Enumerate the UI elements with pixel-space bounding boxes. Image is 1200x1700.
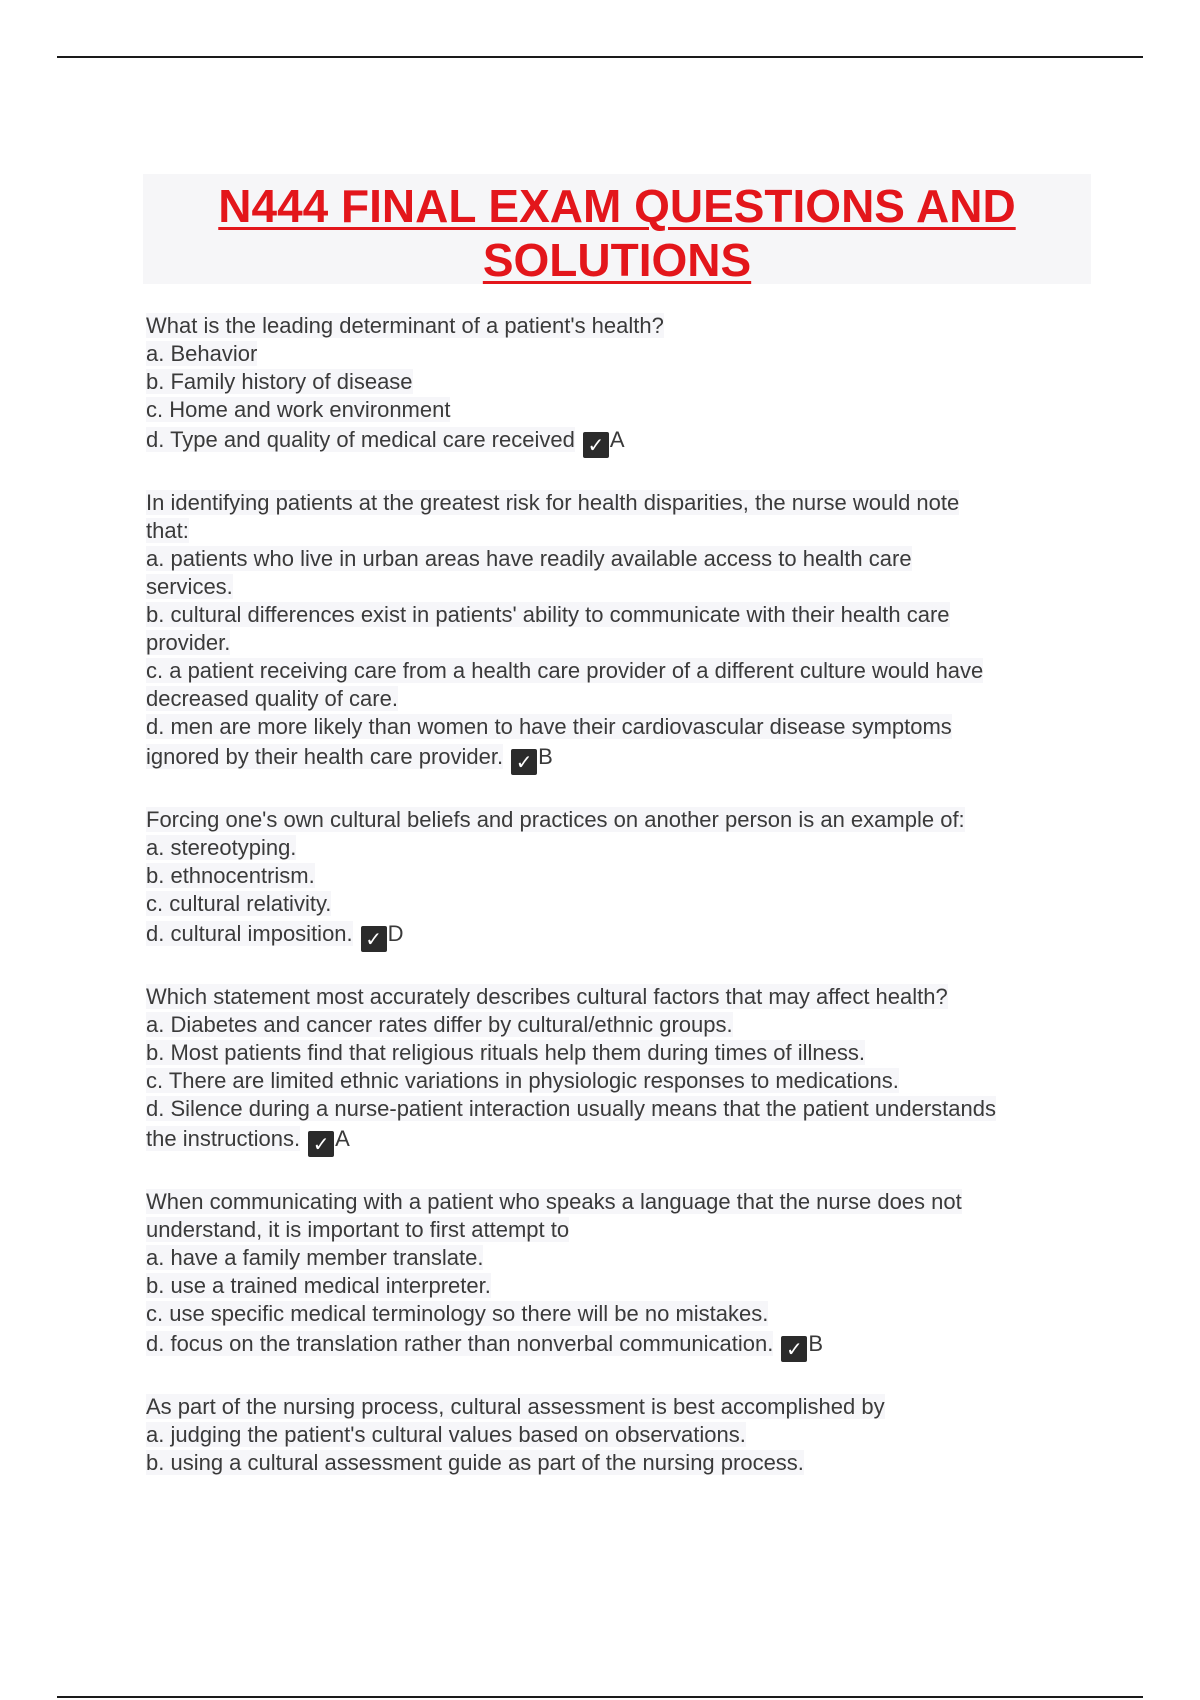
option-text: c. a patient receiving care from a health care provider of a different culture would have	[146, 658, 984, 683]
option-line	[146, 1039, 1086, 1067]
question-stem-text: that:	[146, 518, 189, 543]
option-line	[146, 368, 1086, 396]
title-box	[143, 174, 1091, 284]
option-text: a. patients who live in urban areas have readily available access to health care	[146, 546, 912, 571]
option-text: c. There are limited ethnic variations in physiologic responses to medications.	[146, 1068, 899, 1093]
option-text: a. have a family member translate.	[146, 1245, 484, 1270]
option-line	[146, 629, 1086, 657]
question-stem-line	[146, 1393, 1086, 1421]
option-line	[146, 1328, 1086, 1362]
question-stem-line	[146, 489, 1086, 517]
question-stem-line	[146, 517, 1086, 545]
option-text: b. use a trained medical interpreter.	[146, 1273, 491, 1298]
check-icon: ✓	[511, 749, 537, 775]
question-block	[146, 1188, 1086, 1362]
option-line	[146, 1244, 1086, 1272]
option-line	[146, 1123, 1086, 1157]
question-block	[146, 312, 1086, 458]
bottom-rule	[57, 1696, 1143, 1698]
option-line	[146, 1449, 1086, 1477]
option-line	[146, 918, 1086, 952]
option-line	[146, 1067, 1086, 1095]
option-text: decreased quality of care.	[146, 686, 398, 711]
option-text: d. Silence during a nurse-patient interaction usually means that the patient understands	[146, 1096, 996, 1121]
question-block	[146, 983, 1086, 1157]
option-text: the instructions.	[146, 1126, 301, 1151]
option-line	[146, 741, 1086, 775]
option-line	[146, 545, 1086, 573]
option-line	[146, 1421, 1086, 1449]
title-line-1: N444 FINAL EXAM QUESTIONS AND	[218, 180, 1016, 232]
option-text: b. using a cultural assessment guide as part of the nursing process.	[146, 1450, 804, 1475]
questions-list	[146, 312, 1086, 1508]
option-line	[146, 685, 1086, 713]
option-text: services.	[146, 574, 233, 599]
option-line	[146, 396, 1086, 424]
question-stem-text: What is the leading determinant of a patient's health?	[146, 313, 664, 338]
question-stem-line	[146, 806, 1086, 834]
check-icon: ✓	[781, 1336, 807, 1362]
option-text: b. Most patients find that religious rituals help them during times of illness.	[146, 1040, 866, 1065]
check-icon: ✓	[583, 432, 609, 458]
option-text: c. cultural relativity.	[146, 891, 332, 916]
option-text: a. stereotyping.	[146, 835, 297, 860]
option-line	[146, 1272, 1086, 1300]
question-block	[146, 1393, 1086, 1477]
option-line	[146, 657, 1086, 685]
document-title	[143, 174, 1091, 287]
option-text: a. Diabetes and cancer rates differ by cultural/ethnic groups.	[146, 1012, 733, 1037]
option-line	[146, 573, 1086, 601]
option-text: c. use specific medical terminology so there will be no mistakes.	[146, 1301, 769, 1326]
question-stem-text: Forcing one's own cultural beliefs and practices on another person is an example of:	[146, 807, 965, 832]
question-stem-text: understand, it is important to first attempt to	[146, 1217, 570, 1242]
answer-letter: B	[808, 1331, 824, 1356]
check-icon: ✓	[308, 1131, 334, 1157]
question-stem-text: In identifying patients at the greatest risk for health disparities, the nurse would note	[146, 490, 960, 515]
question-stem-line	[146, 1216, 1086, 1244]
option-line	[146, 424, 1086, 458]
option-text: c. Home and work environment	[146, 397, 451, 422]
option-text: d. Type and quality of medical care received	[146, 427, 575, 452]
question-stem-text: Which statement most accurately describes cultural factors that may affect health?	[146, 984, 948, 1009]
question-stem-line	[146, 983, 1086, 1011]
question-stem-line	[146, 312, 1086, 340]
option-line	[146, 862, 1086, 890]
option-line	[146, 340, 1086, 368]
option-text: b. Family history of disease	[146, 369, 413, 394]
question-block	[146, 806, 1086, 952]
option-line	[146, 890, 1086, 918]
option-line	[146, 834, 1086, 862]
option-text: ignored by their health care provider.	[146, 744, 504, 769]
option-text: b. cultural differences exist in patients' ability to communicate with their health care	[146, 602, 950, 627]
option-text: d. cultural imposition.	[146, 921, 353, 946]
option-text: d. men are more likely than women to have their cardiovascular disease symptoms	[146, 714, 952, 739]
top-rule	[57, 56, 1143, 58]
question-stem-text: When communicating with a patient who speaks a language that the nurse does not	[146, 1189, 962, 1214]
check-icon: ✓	[361, 926, 387, 952]
option-line	[146, 1300, 1086, 1328]
option-line	[146, 1095, 1086, 1123]
question-stem-line	[146, 1188, 1086, 1216]
option-text: a. Behavior	[146, 341, 258, 366]
answer-letter: A	[609, 427, 625, 452]
option-line	[146, 713, 1086, 741]
option-line	[146, 1011, 1086, 1039]
question-stem-text: As part of the nursing process, cultural assessment is best accomplished by	[146, 1394, 885, 1419]
option-text: b. ethnocentrism.	[146, 863, 315, 888]
question-block	[146, 489, 1086, 775]
answer-letter: D	[387, 921, 404, 946]
option-text: d. focus on the translation rather than nonverbal communication.	[146, 1331, 774, 1356]
option-line	[146, 601, 1086, 629]
title-line-2: SOLUTIONS	[482, 234, 752, 286]
option-text: provider.	[146, 630, 231, 655]
answer-letter: B	[538, 744, 553, 769]
option-text: a. judging the patient's cultural values based on observations.	[146, 1422, 746, 1447]
answer-letter: A	[335, 1126, 350, 1151]
